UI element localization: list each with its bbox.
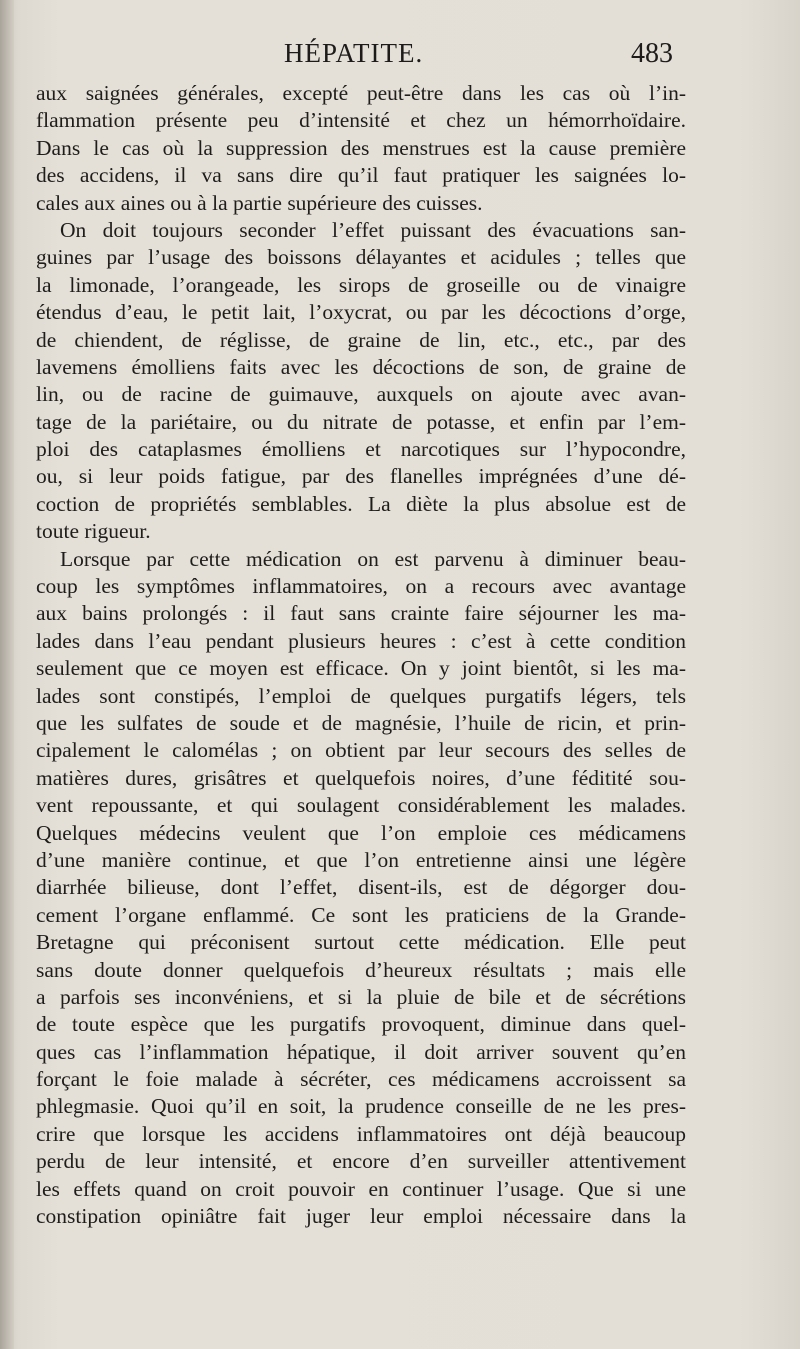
text-line: crire que lorsque les accidens inflammatoires ont déjà beaucoup xyxy=(36,1121,686,1146)
text-line: aux saignées générales, excepté peut-être dans les cas où l’in- xyxy=(36,81,686,105)
text-line: cement l’organe enflammé. Ce sont les praticiens de la Grande- xyxy=(36,902,686,927)
text-line: ques cas l’inflammation hépatique, il doit arriver souvent qu’en xyxy=(36,1039,686,1064)
page-header xyxy=(0,38,800,78)
text-line: Lorsque par cette médication on est parvenu à diminuer beau- xyxy=(60,546,686,571)
text-line: a parfois ses inconvéniens, et si la pluie de bile et de sécrétions xyxy=(36,984,686,1009)
text-line: diarrhée bilieuse, dont l’effet, disent-ils, est de dégorger dou- xyxy=(36,875,686,900)
text-line: Quelques médecins veulent que l’on emploie ces médicamens xyxy=(36,820,686,845)
text-line: constipation opiniâtre fait juger leur emploi nécessaire dans la xyxy=(36,1204,686,1229)
text-line: que les sulfates de soude et de magnésie, l’huile de ricin, et prin- xyxy=(36,710,686,735)
text-line: Bretagne qui préconisent surtout cette médication. Elle peut xyxy=(36,930,686,955)
text-line: lades sont constipés, l’emploi de quelques purgatifs légers, tels xyxy=(36,683,686,708)
text-line: de chiendent, de réglisse, de graine de lin, etc., etc., par des xyxy=(36,327,686,352)
text-line: aux bains prolongés : il faut sans crainte faire séjourner les ma- xyxy=(36,601,686,626)
text-line: Dans le cas où la suppression des menstrues est la cause première xyxy=(36,135,686,160)
text-line: forçant le foie malade à sécréter, ces médicamens accroissent sa xyxy=(36,1067,686,1092)
text-line: lades dans l’eau pendant plusieurs heures : c’est à cette condition xyxy=(36,628,686,653)
body-text xyxy=(36,80,686,1230)
text-line: phlegmasie. Quoi qu’il en soit, la prudence conseille de ne les pres- xyxy=(36,1094,686,1119)
text-line: perdu de leur intensité, et encore d’en surveiller attentivement xyxy=(36,1149,686,1174)
text-line: des accidens, il va sans dire qu’il faut pratiquer les saignées lo- xyxy=(36,163,686,188)
text-line: vent repoussante, et qui soulagent considérablement les malades. xyxy=(36,793,686,818)
text-line: guines par l’usage des boissons délayantes et acidules ; telles que xyxy=(36,245,686,270)
page-number: 483 xyxy=(631,38,673,69)
text-line: lavemens émolliens faits avec les décoctions de son, de graine de xyxy=(36,354,686,379)
text-line: lin, ou de racine de guimauve, auxquels on ajoute avec avan- xyxy=(36,382,686,407)
page-gutter xyxy=(0,0,14,1349)
text-line: On doit toujours seconder l’effet puissant des évacuations san- xyxy=(60,217,686,242)
text-line: ou, si leur poids fatigue, par des flanelles imprégnées d’une dé- xyxy=(36,464,686,489)
text-line: toute rigueur. xyxy=(36,519,151,544)
text-line: sans doute donner quelquefois d’heureux résultats ; mais elle xyxy=(36,957,686,982)
text-line: matières dures, grisâtres et quelquefois noires, d’une féditité sou- xyxy=(36,765,686,790)
text-line: tage de la pariétaire, ou du nitrate de potasse, et enfin par l’em- xyxy=(36,409,686,434)
running-title: HÉPATITE. xyxy=(284,38,424,68)
text-line: coup les symptômes inflammatoires, on a recours avec avantage xyxy=(36,574,686,599)
text-line: de toute espèce que les purgatifs provoquent, diminue dans quel- xyxy=(36,1012,686,1037)
text-line: la limonade, l’orangeade, les sirops de groseille ou de vinaigre xyxy=(36,272,686,297)
text-line: les effets quand on croit pouvoir en continuer l’usage. Que si une xyxy=(36,1176,686,1201)
text-line: étendus d’eau, le petit lait, l’oxycrat, ou par les décoctions d’orge, xyxy=(36,300,686,325)
text-line: coction de propriétés semblables. La diète la plus absolue est de xyxy=(36,491,686,516)
text-line: ploi des cataplasmes émolliens et narcotiques sur l’hypocondre, xyxy=(36,437,686,462)
text-line: d’une manière continue, et que l’on entretienne ainsi une légère xyxy=(36,847,686,872)
text-line: cales aux aines ou à la partie supérieure des cuisses. xyxy=(36,190,483,215)
text-line: seulement que ce moyen est efficace. On y joint bientôt, si les ma- xyxy=(36,656,686,681)
text-line: cipalement le calomélas ; on obtient par leur secours des selles de xyxy=(36,738,686,763)
text-line: flammation présente peu d’intensité et chez un hémorrhoïdaire. xyxy=(36,108,686,133)
